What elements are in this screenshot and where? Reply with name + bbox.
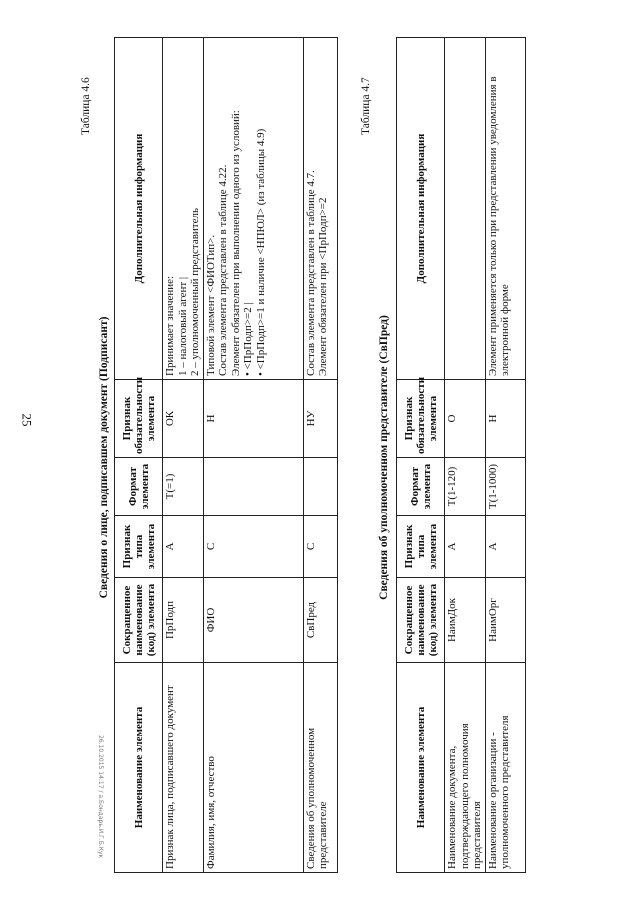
element-type: А <box>485 516 525 578</box>
element-info <box>203 38 303 380</box>
element-code: НаимОрг <box>485 578 525 663</box>
element-type: С <box>203 516 303 578</box>
element-info <box>303 38 337 380</box>
element-type: А <box>163 516 204 578</box>
table-row <box>203 38 303 873</box>
info-line: Типовой элемент <ФИОТип>. <box>204 234 217 376</box>
element-required: ОК <box>163 380 204 458</box>
element-format <box>303 458 337 516</box>
element-required: НУ <box>303 380 337 458</box>
element-format <box>203 458 303 516</box>
element-info <box>163 38 204 380</box>
info-line: • <ПрПодп>=2 | <box>242 302 254 376</box>
page-number: 25 <box>19 413 35 427</box>
table2-header-format: Формат элемента <box>397 458 445 516</box>
info-line: 1 – налоговый агент | <box>176 276 189 376</box>
info-line: Состав элемента представлен в таблице 4.22. <box>217 164 229 376</box>
table1-header-info: Дополнительная информация <box>115 38 163 380</box>
table2-title: Сведения об уполномоченном представителе (СвПред) <box>378 315 390 600</box>
element-info: Элемент применяется только при представлении уведомления в электронной форме <box>485 38 525 380</box>
table2-header-info: Дополнительная информация <box>397 38 445 380</box>
element-format: Т(=1) <box>163 458 204 516</box>
table1-header-name: Наименование элемента <box>115 663 163 873</box>
table2-header-row <box>397 38 445 873</box>
element-code: ПрПодп <box>163 578 204 663</box>
element-name: Сведения об уполномоченном представителе <box>303 663 337 873</box>
table-row <box>163 38 204 873</box>
table-row <box>303 38 337 873</box>
table1 <box>114 37 338 873</box>
table2-caption-number: Таблица 4.7 <box>360 77 372 135</box>
element-name: Фамилия, имя, отчество <box>203 663 303 873</box>
element-code: СвПред <box>303 578 337 663</box>
element-code: ФИО <box>203 578 303 663</box>
element-name: Наименование документа, подтверждающего полномочия представителя <box>445 663 486 873</box>
info-line: Принимает значение: <box>164 275 176 376</box>
info-line: Состав элемента представлен в таблице 4.7. <box>304 170 317 376</box>
registration-stamp: 26.10.2015 14:17 / а.Бондарь.И.Г.Б.Кук <box>97 735 104 859</box>
element-type: С <box>303 516 337 578</box>
element-format: Т(1-120) <box>445 458 486 516</box>
element-required: Н <box>203 380 303 458</box>
element-format: Т(1-1000) <box>485 458 525 516</box>
table1-caption-number: Таблица 4.6 <box>80 77 92 135</box>
table1-header-type: Признак типа элемента <box>115 516 163 578</box>
table1-header-code: Сокращенное наименование (код) элемента <box>115 578 163 663</box>
element-required: О <box>445 380 486 458</box>
table2 <box>396 37 526 873</box>
table2-header-code: Сокращенное наименование (код) элемента <box>397 578 445 663</box>
element-code: НаимДок <box>445 578 486 663</box>
table-row <box>485 38 525 873</box>
table1-title: Сведения о лице, подписавшем документ (Подписант) <box>98 316 110 599</box>
element-name: Признак лица, подписавшего документ <box>163 663 204 873</box>
table2-header-type: Признак типа элемента <box>397 516 445 578</box>
info-line: Элемент обязателен при <ПрПодп>=2 <box>317 197 329 376</box>
table2-header-name: Наименование элемента <box>397 663 445 873</box>
table2-header-required: Признак обязательности элемента <box>397 380 445 458</box>
info-line: 2 – уполномоченный представитель <box>189 207 201 376</box>
element-type: А <box>445 516 486 578</box>
element-info <box>445 38 486 380</box>
info-line: • <ПрПодп>=1 и наличие <НПЮЛ> (из таблицы 4.9) <box>254 128 267 376</box>
element-required: Н <box>485 380 525 458</box>
table1-header-format: Формат элемента <box>115 458 163 516</box>
element-name: Наименование организации - уполномоченного представителя <box>485 663 525 873</box>
table1-header-row <box>115 38 163 873</box>
info-line: Элемент обязателен при выполнении одного из условий: <box>229 110 242 376</box>
table1-header-required: Признак обязательности элемента <box>115 380 163 458</box>
table-row <box>445 38 486 873</box>
